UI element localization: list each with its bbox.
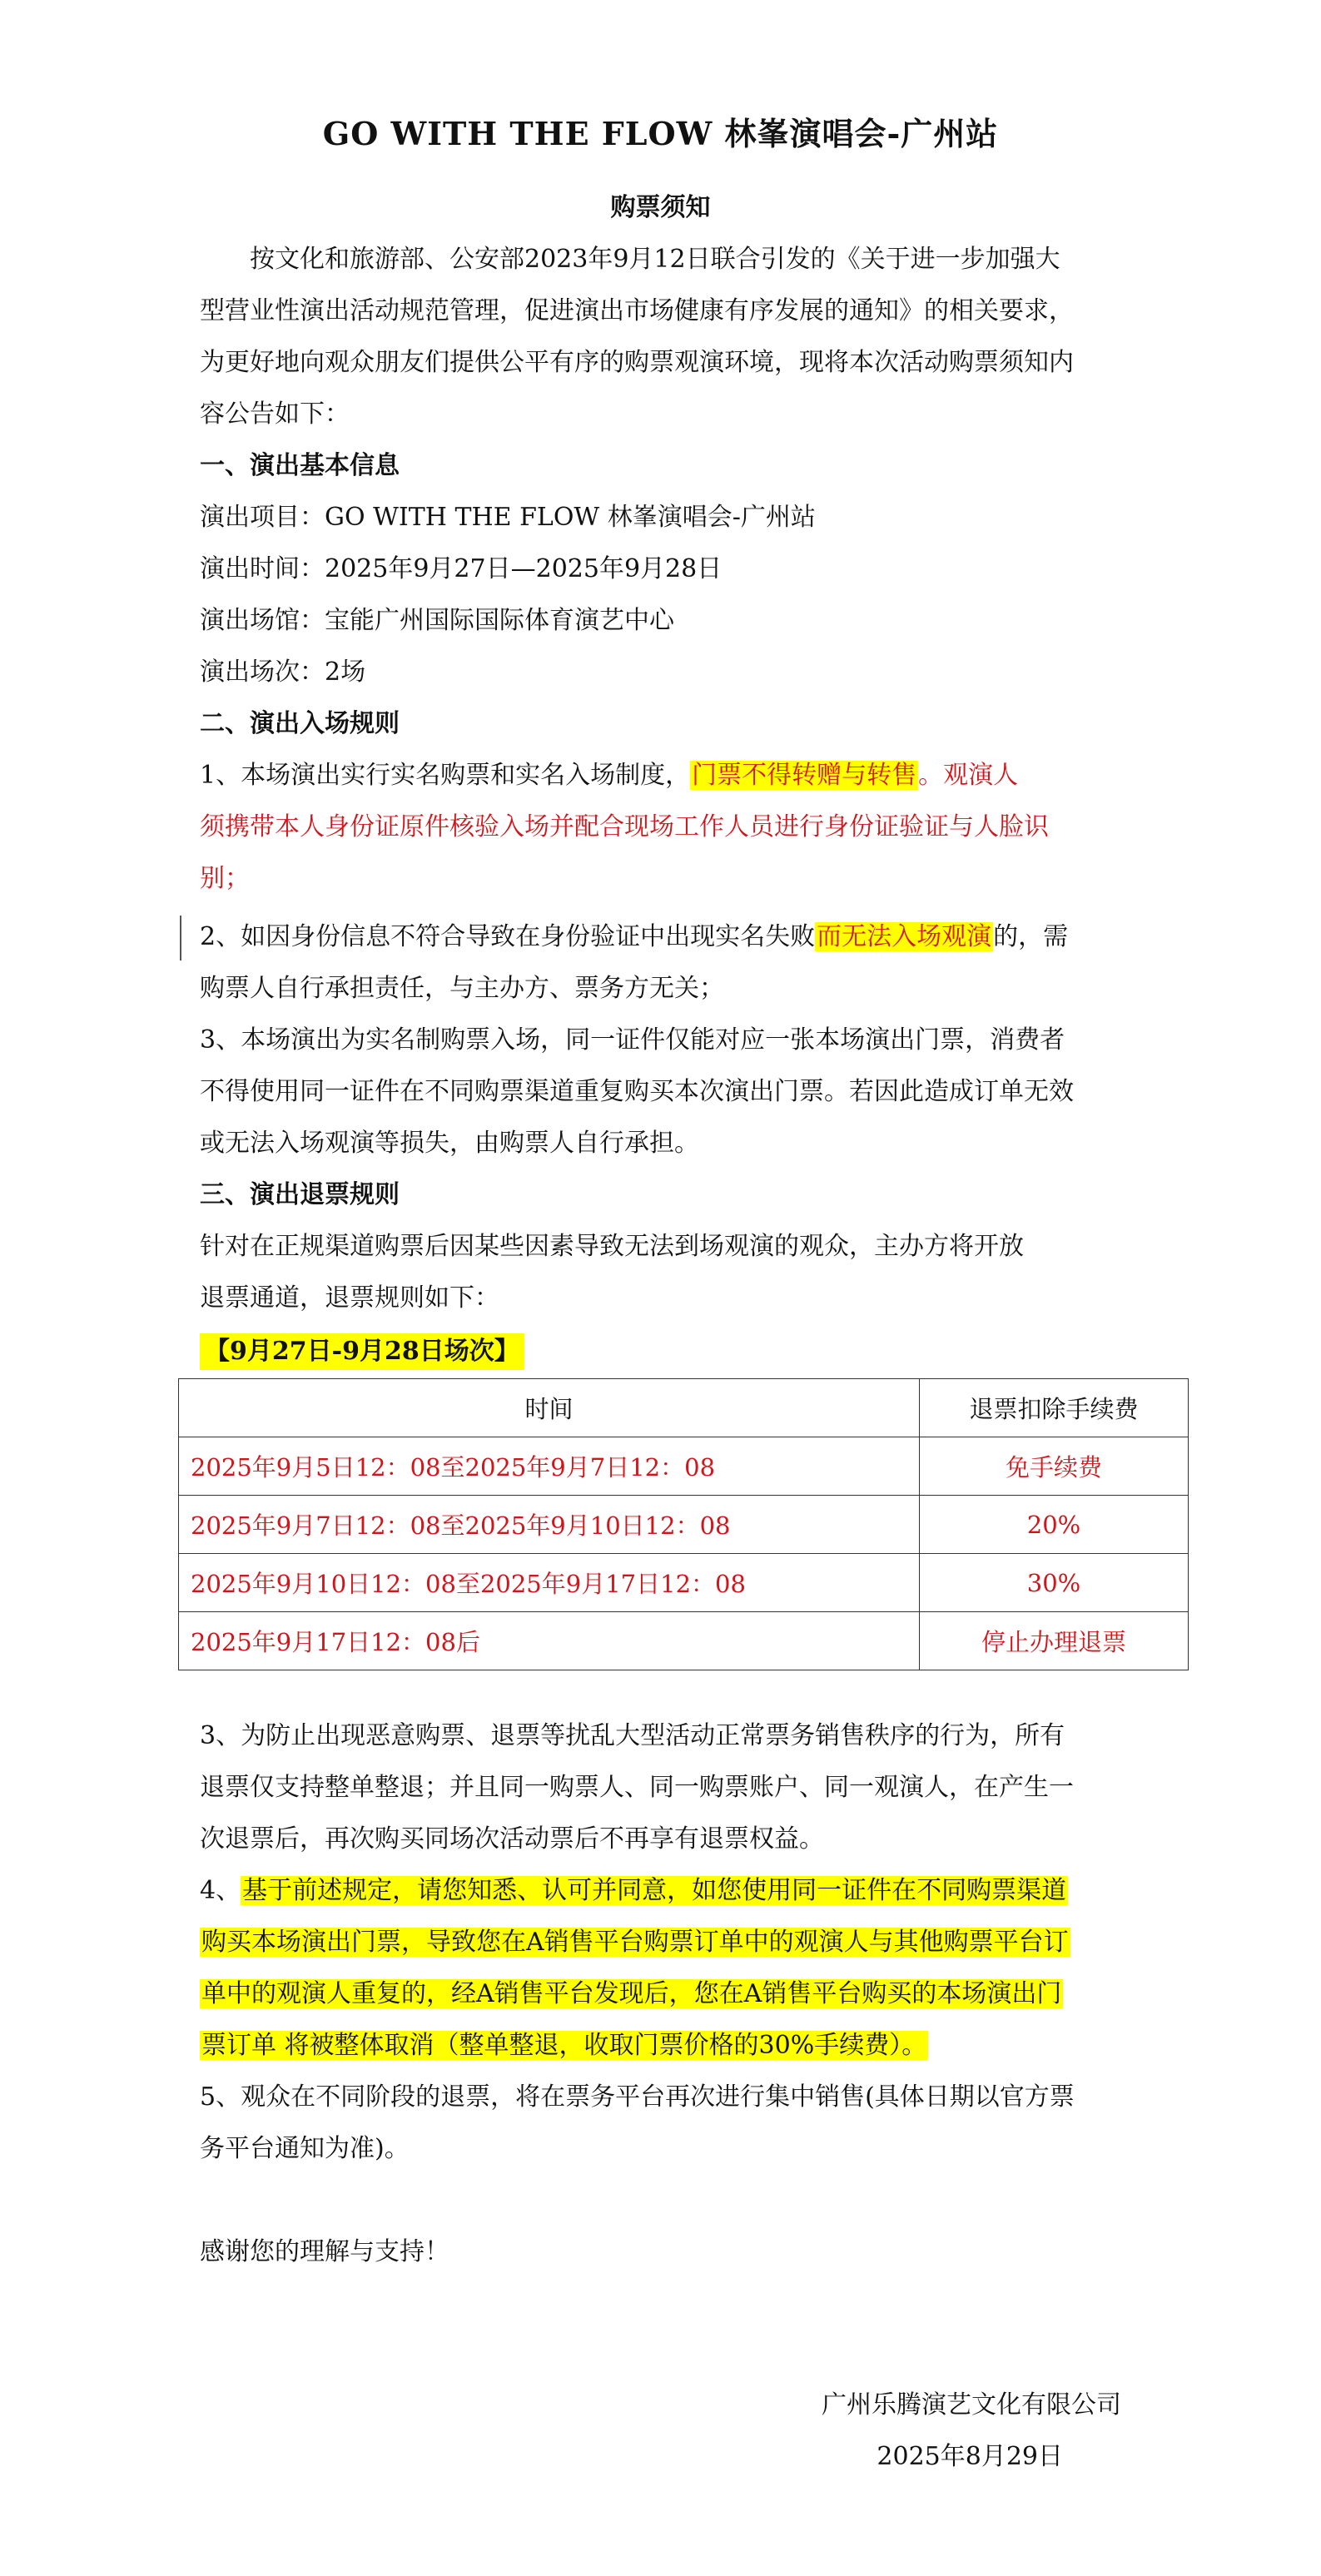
entry-rule-2-suffix: 的，需: [993, 922, 1069, 951]
table-row: [179, 1612, 1189, 1670]
show-time: 演出时间：2025年9月27日—2025年9月28日: [200, 554, 723, 583]
section2-heading: 二、演出入场规则: [200, 709, 400, 738]
table-cell-fee: 停止办理退票: [920, 1612, 1189, 1670]
table-header-row: [179, 1379, 1189, 1437]
document-title: GO WITH THE FLOW 林峯演唱会-广州站: [322, 115, 999, 152]
table-header-time: 时间: [179, 1379, 920, 1437]
refund-fee-table: [178, 1378, 1189, 1670]
table-row: [179, 1496, 1189, 1554]
refund-rule-4-highlight-3: 单中的观演人重复的，经A销售平台发现后，您在A销售平台购买的本场演出门: [201, 1979, 1062, 2008]
refund-rule-4-highlight-4: 票订单 将被整体取消（整单整退，收取门票价格的30%手续费）。: [201, 2031, 927, 2060]
refund-rule-4-line-2: [200, 1926, 1132, 1959]
refund-rule-4-line-3: [200, 1978, 1132, 2011]
entry-rule-1-highlight: 门票不得转赠与转售: [692, 761, 917, 790]
intro-line-4: 容公告如下：: [200, 400, 350, 429]
refund-rule-3-line-1: 3、为防止出现恶意购票、退票等扰乱大型活动正常票务销售秩序的行为，所有: [200, 1721, 1065, 1750]
entry-rule-2-prefix: 2、如因身份信息不符合导致在身份验证中出现实名失败: [200, 922, 816, 951]
session-label: 【9月27日-9月28日场次】: [200, 1333, 524, 1370]
entry-rule-1-line-1: [200, 759, 1132, 792]
table-cell-time: 2025年9月17日12：08后: [179, 1612, 920, 1670]
entry-rule-2-line-2: 购票人自行承担责任，与主办方、票务方无关；: [200, 974, 724, 1003]
entry-rule-1-line-2: 须携带本人身份证原件核验入场并配合现场工作人员进行身份证验证与人脸识: [200, 812, 1049, 841]
refund-rule-4-highlight-1: 基于前述规定，请您知悉、认可并同意，如您使用同一证件在不同购票渠道: [242, 1876, 1067, 1905]
entry-rule-3-line-1: 3、本场演出为实名制购票入场，同一证件仅能对应一张本场演出门票，消费者: [200, 1025, 1065, 1055]
table-cell-fee: 30%: [920, 1554, 1189, 1612]
entry-rule-3-line-3: 或无法入场观演等损失，由购票人自行承担。: [200, 1129, 699, 1158]
entry-rule-1-prefix: 1、本场演出实行实名购票和实名入场制度，: [200, 761, 691, 790]
refund-intro-line-2: 退票通道，退票规则如下：: [200, 1283, 499, 1313]
table-row: [179, 1554, 1189, 1612]
table-cell-fee: 免手续费: [920, 1437, 1189, 1496]
refund-rule-4-line-1: [200, 1874, 1132, 1908]
show-project: 演出项目：GO WITH THE FLOW 林峯演唱会-广州站: [200, 503, 816, 532]
table-cell-fee: 20%: [920, 1496, 1189, 1554]
intro-line-3: 为更好地向观众朋友们提供公平有序的购票观演环境，现将本次活动购票须知内: [200, 348, 1074, 377]
entry-rule-3-line-2: 不得使用同一证件在不同购票渠道重复购买本次演出门票。若因此造成订单无效: [200, 1077, 1074, 1106]
entry-rule-2-line-1: [200, 921, 1132, 954]
closing-text: 感谢您的理解与支持！: [200, 2237, 449, 2266]
refund-rule-4-prefix: 4、: [200, 1876, 241, 1905]
refund-rule-5-line-1: 5、观众在不同阶段的退票，将在票务平台再次进行集中销售(具体日期以官方票: [200, 2082, 1075, 2112]
section1-heading: 一、演出基本信息: [200, 451, 400, 480]
refund-rule-3-line-2: 退票仅支持整单整退；并且同一购票人、同一购票账户、同一观演人，在产生一: [200, 1773, 1074, 1802]
entry-rule-1-red-text: 。观演人: [918, 761, 1019, 790]
table-row: [179, 1437, 1189, 1496]
signature-company: 广州乐腾演艺文化有限公司: [822, 2390, 1121, 2420]
intro-line-1: 按文化和旅游部、公安部2023年9月12日联合引发的《关于进一步加强大: [250, 245, 1060, 274]
intro-line-2: 型营业性演出活动规范管理，促进演出市场健康有序发展的通知》的相关要求，: [200, 296, 1074, 325]
table-cell-time: 2025年9月10日12：08至2025年9月17日12：08: [179, 1554, 920, 1612]
signature-date: 2025年8月29日: [877, 2442, 1063, 2471]
table-cell-time: 2025年9月5日12：08至2025年9月7日12：08: [179, 1437, 920, 1496]
text-cursor-marker: [180, 916, 181, 960]
entry-rule-2-highlight: 而无法入场观演: [817, 922, 992, 951]
refund-rule-5-line-2: 务平台通知为准)。: [200, 2134, 410, 2163]
refund-rule-4-line-4: [200, 2029, 1132, 2062]
entry-rule-1-line-3: 别；: [200, 864, 250, 893]
refund-rule-4-highlight-2: 购买本场演出门票，导致您在A销售平台购票订单中的观演人与其他购票平台订: [201, 1928, 1069, 1957]
show-sessions: 演出场次：2场: [200, 658, 366, 687]
table-header-fee: 退票扣除手续费: [920, 1379, 1189, 1437]
document-subtitle: 购票须知: [610, 193, 711, 222]
section3-heading: 三、演出退票规则: [200, 1180, 400, 1209]
show-venue: 演出场馆：宝能广州国际国际体育演艺中心: [200, 606, 674, 635]
table-cell-time: 2025年9月7日12：08至2025年9月10日12：08: [179, 1496, 920, 1554]
refund-rule-3-line-3: 次退票后，再次购买同场次活动票后不再享有退票权益。: [200, 1824, 824, 1854]
refund-intro-line-1: 针对在正规渠道购票后因某些因素导致无法到场观演的观众，主办方将开放: [200, 1232, 1024, 1261]
